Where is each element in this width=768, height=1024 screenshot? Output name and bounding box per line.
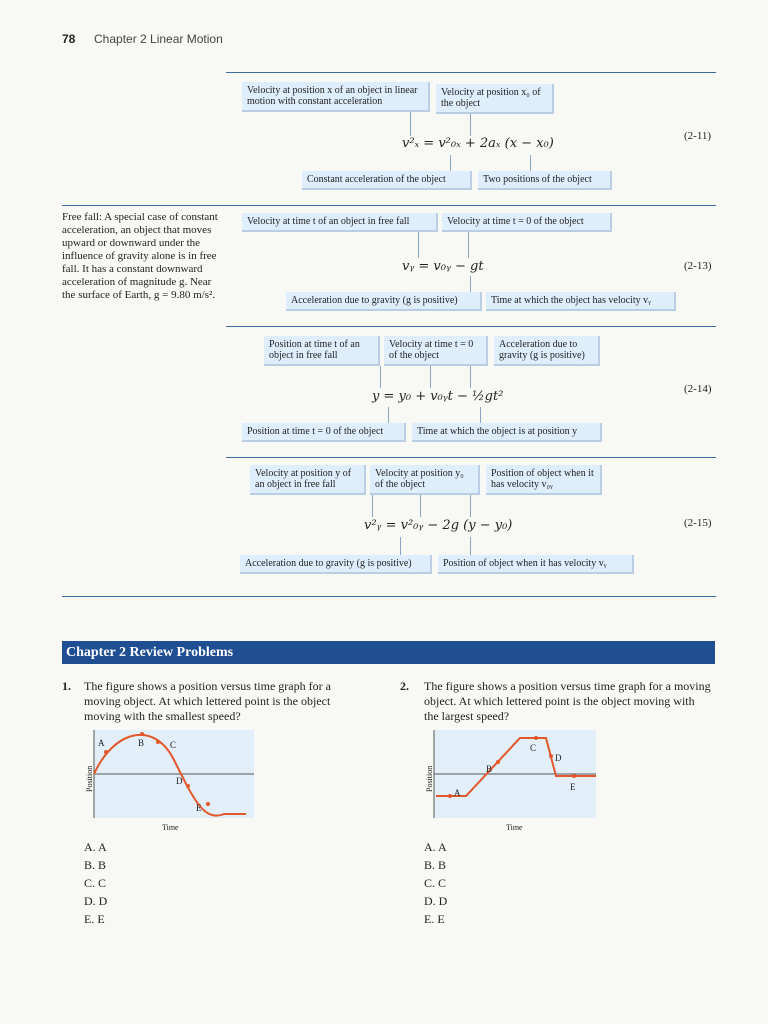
- equation-2-14: y = y₀ + v₀ᵧt − ½gt²: [372, 389, 504, 404]
- connector: [418, 232, 419, 258]
- annotation-box: Velocity at position x of an object in linear motion with constant acceleration: [242, 82, 430, 112]
- answer-choices: [424, 838, 447, 928]
- connector: [400, 537, 401, 555]
- question-text: The figure shows a position versus time graph for a moving object. At which lettered point is the object moving with the smallest speed?: [84, 679, 331, 723]
- divider: [226, 72, 716, 73]
- choice-c[interactable]: C. C: [424, 876, 447, 890]
- answer-choices: [84, 838, 107, 928]
- equation-number: (2-15): [684, 517, 712, 529]
- choice-d[interactable]: D. D: [424, 894, 448, 908]
- annotation-box: Velocity at position y₀ of the object: [370, 465, 480, 495]
- section-banner: Chapter 2 Review Problems: [62, 641, 715, 664]
- point-label: D: [555, 753, 562, 763]
- divider: [62, 596, 716, 597]
- position-time-graph-1: [84, 730, 254, 839]
- divider: [226, 326, 716, 327]
- point-label: A: [98, 738, 105, 748]
- equation-2-15: v²ᵧ = v²₀ᵧ − 2g (y − y₀): [364, 518, 513, 533]
- connector: [420, 495, 421, 517]
- connector: [470, 276, 471, 292]
- axis-label-x: Time: [162, 823, 179, 832]
- annotation-box: Position at time t of an object in free fall: [264, 336, 380, 366]
- connector: [410, 112, 411, 136]
- connector: [430, 366, 431, 388]
- annotation-box: Acceleration due to gravity (g is positive): [240, 555, 432, 574]
- question-number: 1.: [62, 679, 71, 693]
- running-head: Chapter 2 Linear Motion: [94, 32, 223, 46]
- point-label: E: [570, 782, 576, 792]
- choice-a[interactable]: A. A: [424, 840, 447, 854]
- annotation-box: Velocity at position x₀ of the object: [436, 84, 554, 114]
- annotation-box: Velocity at time t = 0 of the object: [384, 336, 488, 366]
- annotation-box: Time at which the object has velocity vᵧ: [486, 292, 676, 311]
- point-label: A: [454, 788, 461, 798]
- connector: [470, 495, 471, 517]
- point-label: E: [196, 803, 202, 813]
- annotation-box: Acceleration due to gravity (g is positive): [286, 292, 482, 311]
- annotation-box: Velocity at time t = 0 of the object: [442, 213, 612, 232]
- choice-a[interactable]: A. A: [84, 840, 107, 854]
- annotation-box: Velocity at position y of an object in free fall: [250, 465, 366, 495]
- point-label: B: [486, 764, 493, 774]
- point-label: C: [530, 743, 537, 753]
- annotation-box: Constant acceleration of the object: [302, 171, 472, 190]
- choice-d[interactable]: D. D: [84, 894, 108, 908]
- page-number: 78: [62, 32, 76, 46]
- connector: [470, 537, 471, 555]
- connector: [450, 155, 451, 171]
- choice-b[interactable]: B. B: [424, 858, 447, 872]
- equation-number: (2-11): [684, 130, 712, 142]
- annotation-box: Acceleration due to gravity (g is positive): [494, 336, 600, 366]
- choice-c[interactable]: C. C: [84, 876, 107, 890]
- connector: [530, 155, 531, 171]
- axis-label-x: Time: [506, 823, 523, 832]
- connector: [480, 407, 481, 423]
- axis-label-y: Position: [85, 765, 94, 792]
- choice-e[interactable]: E. E: [84, 912, 105, 926]
- annotation-box: Time at which the object is at position y: [412, 423, 602, 442]
- annotation-box: Two positions of the object: [478, 171, 612, 190]
- connector: [372, 495, 373, 517]
- position-time-graph-2: [424, 730, 600, 839]
- question-number: 2.: [400, 679, 409, 693]
- axis-label-y: Position: [425, 765, 434, 792]
- divider: [226, 457, 716, 458]
- equation-number: (2-13): [684, 260, 712, 272]
- question-text: The figure shows a position versus time graph for a moving object. At which lettered point is the object moving with the largest speed?: [424, 679, 711, 723]
- connector: [468, 232, 469, 258]
- equation-2-11: v²ₓ = v²₀ₓ + 2aₓ (x − x₀): [402, 136, 554, 151]
- annotation-box: Position of object when it has velocity v₀ᵧ: [486, 465, 602, 495]
- divider: [62, 205, 716, 206]
- point-label: D: [176, 776, 183, 786]
- annotation-box: Position at time t = 0 of the object: [242, 423, 406, 442]
- equation-2-13: vᵧ = v₀ᵧ − gt: [402, 259, 484, 274]
- choice-b[interactable]: B. B: [84, 858, 107, 872]
- equation-number: (2-14): [684, 383, 712, 395]
- free-fall-note: Free fall: A special case of constant acceleration, an object that moves upward or downward under the influence of gravity alone is in free fall. It has a constant downward acceleration of magnitude g. Near the surface of Earth, g = 9.80 m/s².: [62, 211, 218, 301]
- annotation-box: Velocity at time t of an object in free fall: [242, 213, 438, 232]
- annotation-box: Position of object when it has velocity vᵧ: [438, 555, 634, 574]
- connector: [388, 407, 389, 423]
- connector: [380, 366, 381, 388]
- connector: [470, 114, 471, 136]
- point-label: C: [170, 740, 177, 750]
- point-label: B: [138, 738, 145, 748]
- choice-e[interactable]: E. E: [424, 912, 445, 926]
- connector: [470, 366, 471, 388]
